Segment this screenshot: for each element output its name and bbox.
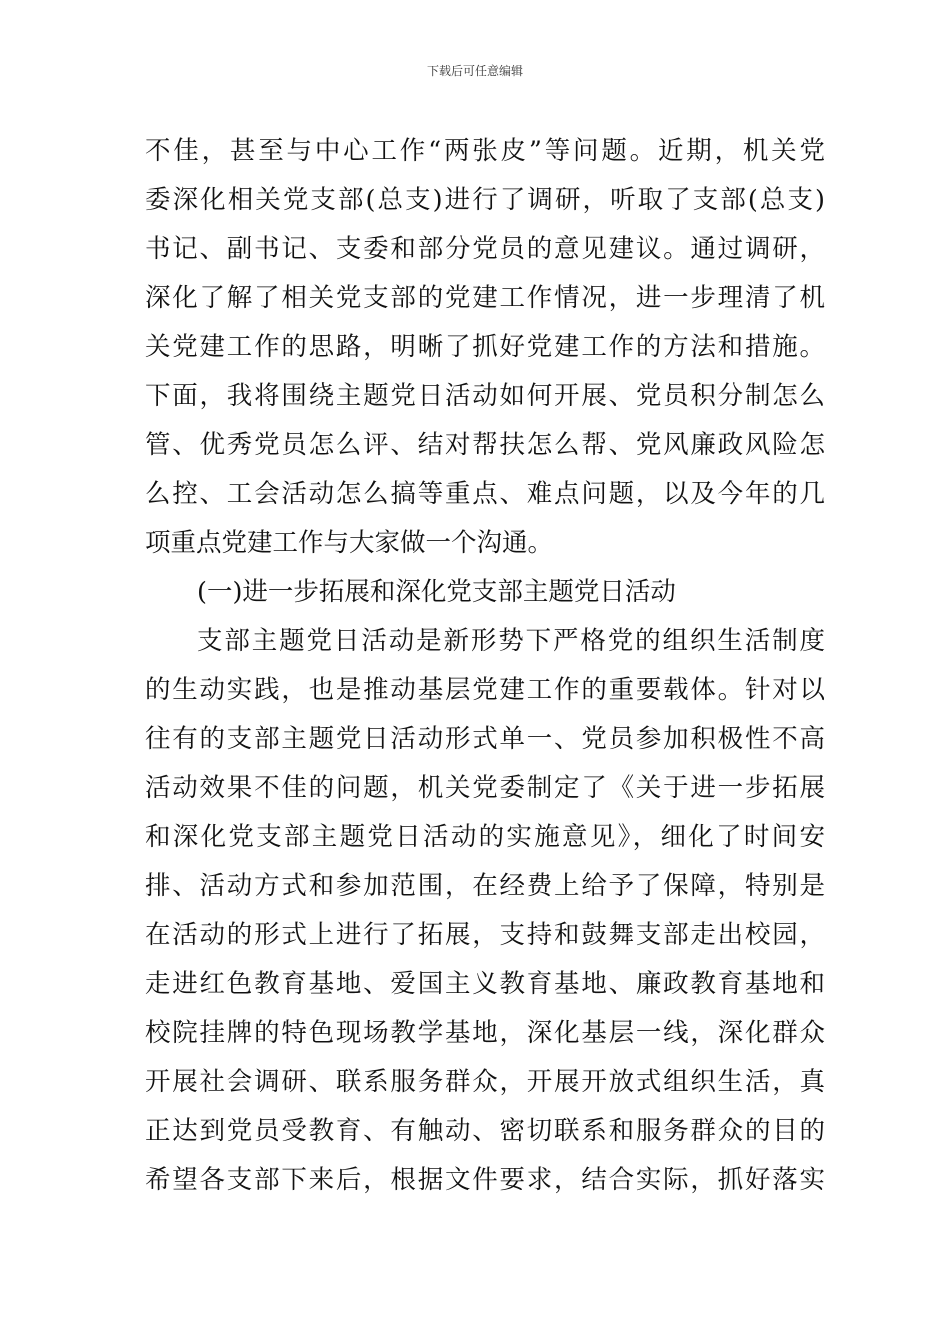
text-line: 书记、副书记、支委和部分党员的意见建议。通过调研，: [145, 234, 825, 264]
text-line: 校院挂牌的特色现场教学基地，深化基层一线，深化群众: [145, 1018, 825, 1048]
text-line: 么控、工会活动怎么搞等重点、难点问题，以及今年的几: [145, 479, 825, 509]
document-body: [145, 128, 825, 1206]
text-line: 下面，我将围绕主题党日活动如何开展、党员积分制怎么: [145, 381, 825, 411]
page-header-note: 下载后可任意编辑: [426, 64, 523, 78]
text-line: 走进红色教育基地、爱国主义教育基地、廉政教育基地和: [145, 969, 825, 999]
text-line: 和深化党支部主题党日活动的实施意见》，细化了时间安: [145, 822, 825, 852]
text-line: 深化了解了相关党支部的党建工作情况，进一步理清了机: [145, 283, 825, 313]
text-line: 委深化相关党支部(总支)进行了调研，听取了支部(总支): [145, 185, 825, 215]
text-line: 在活动的形式上进行了拓展，支持和鼓舞支部走出校园，: [145, 920, 825, 950]
text-line: 排、活动方式和参加范围，在经费上给予了保障，特别是: [145, 871, 825, 901]
text-line: 项重点党建工作与大家做一个沟通。: [145, 528, 554, 558]
text-line: 往有的支部主题党日活动形式单一、党员参加积极性不高: [145, 724, 825, 754]
text-line: 关党建工作的思路，明晰了抓好党建工作的方法和措施。: [145, 332, 825, 362]
text-line: 活动效果不佳的问题，机关党委制定了《关于进一步拓展: [145, 773, 825, 803]
text-line: 不佳，甚至与中心工作“两张皮”等问题。近期，机关党: [145, 136, 825, 166]
text-line: 希望各支部下来后，根据文件要求，结合实际，抓好落实: [145, 1165, 825, 1195]
text-line: 管、优秀党员怎么评、结对帮扶怎么帮、党风廉政风险怎: [145, 430, 825, 460]
text-line: 的生动实践，也是推动基层党建工作的重要载体。针对以: [145, 675, 825, 705]
text-line: 开展社会调研、联系服务群众，开展开放式组织生活，真: [145, 1067, 825, 1097]
section-heading: (一)进一步拓展和深化党支部主题党日活动: [197, 577, 676, 607]
text-line: 正达到党员受教育、有触动、密切联系和服务群众的目的: [145, 1116, 825, 1146]
text-line: 支部主题党日活动是新形势下严格党的组织生活制度: [197, 626, 825, 656]
